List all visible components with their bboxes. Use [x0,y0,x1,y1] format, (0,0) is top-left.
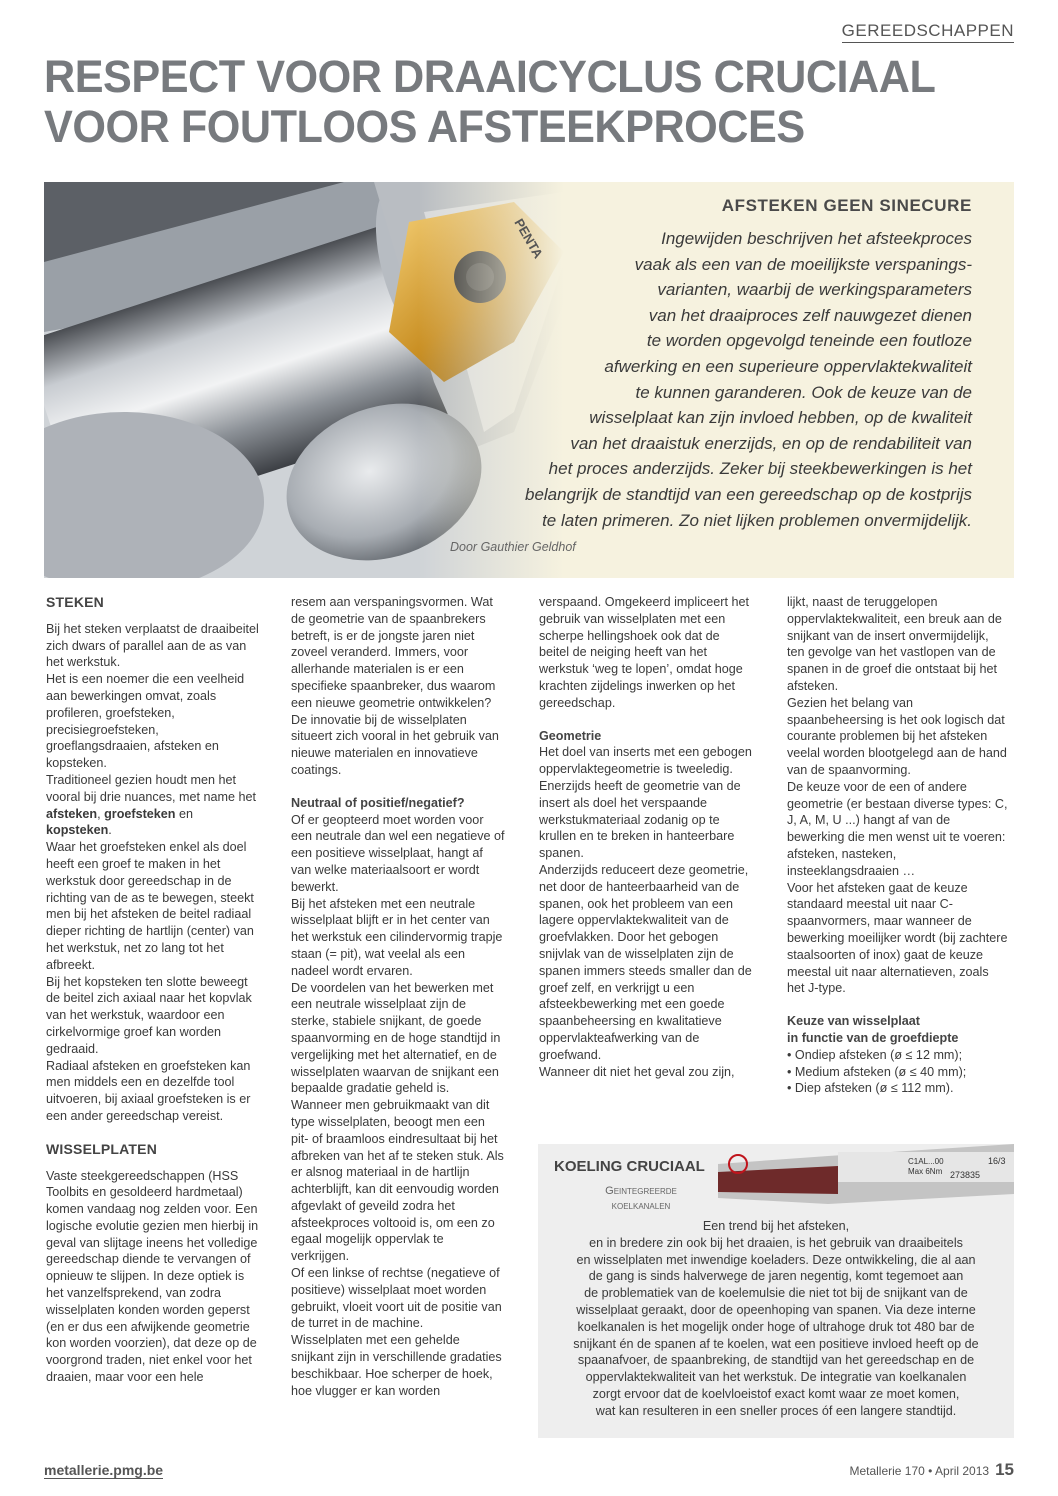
box-line: spaanafvoer, de spaanbreking, de standtijd van het gereedschap en de [577,1353,975,1368]
subheading: in functie van de groefdiepte [787,1030,959,1045]
byline: Door Gauthier Geldhof [450,540,576,554]
paragraph: Voor het afsteken gaat de keuze standaard meestal uit naar C-spaanvormers, maar wanneer de bewerking moeilijker wordt (bij zachtere staalsoorten of inox) gaat de keuze meestal uit naar alternatieven, zoals het J-type. [787,880,1008,996]
headline [44,52,985,152]
paragraph: Of er geopteerd moet worden voor een neutrale dan wel een negatieve of een positieve wisselplaat, hangt af van welke materiaalsoort er wordt bewerkt. [291,812,505,894]
intro-line: van het draaistuk enerzijds, en op de rendabiliteit van [570,433,972,453]
box-line: de problematiek van de koelemulsie die niet tot bij de snijkant van de [584,1286,968,1301]
paragraph: Het doel van inserts met een gebogen oppervlaktegeometrie is tweeledig. [539,745,752,777]
box-line: snijkant én de spanen af te koelen, wat een positieve invloed heeft op de [573,1336,979,1351]
tool-marking: C1AL...00 [908,1157,944,1166]
paragraph: Vaste steekgereedschappen (HSS Toolbits en gesoldeerd hardmetaal) komen vandaag nog zelden voor. Een logische evolutie gezien men hierbij in geval van slijtage ineens het volledige gereedschap diende te vervangen of opnieuw te slijpen. In deze optiek is het vanzelfsprekend, van zodra wisselplaten konden worden geperst (en er dus een afwijkende geometrie kon worden voorzien), dat deze op de voorgrond traden, niet enkel voor het draaien, maar voor een hele [46,1168,259,1385]
intro-line: te laten primeren. Zo niet lijken problemen onvermijdelijk. [542,510,972,530]
cooling-tool-image [718,1144,1014,1210]
hero-panel [44,182,1014,578]
intro-line: belangrijk de standtijd van een gereedschap op de kostprijs [524,484,972,504]
cooling-box [538,1144,1014,1438]
box-line: en in bredere zin ook bij het draaien, is het gebruik van draaibeitels [589,1235,963,1250]
footer-url-link[interactable]: metallerie.pmg.be [44,1462,164,1478]
paragraph: Enerzijds heeft de geometrie van de insert als doel het verspaande werkstukmateriaal zodanig op te krullen en te breken in hanteerbare spanen. [539,778,741,861]
bullet-list [787,1047,1009,1097]
list-item: • Ondiep afsteken (ø ≤ 12 mm); [787,1047,1009,1064]
intro-line: wisselplaat kan zijn invloed hebben, op de kwaliteit [589,408,972,428]
column-3 [539,594,753,1080]
paragraph: Bij het kopsteken ten slotte beweegt de beitel zich axiaal naar het kopvlak van het werkstuk, waardoor een cirkelvormige groef kan worden gedraaid. [46,974,252,1056]
box-line: wat kan resulteren in een sneller proces óf een langere standtijd. [595,1403,957,1418]
list-item: • Diep afsteken (ø ≤ 112 mm). [787,1080,1009,1097]
paragraph: Het is een noemer die een veelheid aan bewerkingen omvat, zoals profileren, groefsteken, precisiegroefsteken, groeflangsdraaien, afsteken en kopsteken. [46,672,245,771]
paragraph: verspaand. Omgekeerd impliceert het gebruik van wisselplaten met een scherpe hellingshoek ook dat de beitel de neiging heeft van het werkstuk ‘weg te lopen’, omdat hoge krachten zijdelings inwerken op het gereedschap. [539,595,749,710]
paragraph: Bij het steken verplaatst de draaibeitel zich dwars of parallel aan de as van het werkstuk. [46,621,259,670]
box-line: zorgt ervoor dat de koelvloeistof exact komt waar ze moet komen, [592,1386,960,1401]
paragraph: Bij het afsteken met een neutrale wisselplaat blijft er in het center van het werkstuk een cilindervormig trapje staan (= pit), wat veelal als een nadeel wordt ervaren. [291,896,503,978]
column-4 [787,594,1009,1097]
box-line: Een trend bij het afsteken, [702,1219,850,1233]
box-line: de gang is sinds halverwege de jaren negentig, komt tegemoet aan [588,1269,964,1284]
paragraph: Wanneer dit niet het geval zou zijn, [539,1064,735,1079]
tool-marking: 16/3 [988,1156,1006,1166]
subheading: Keuze van wisselplaat [787,1014,920,1029]
tool-marking: Max 6Nm [908,1167,943,1176]
box-line: wisselplaat geraakt, door de opeenhoping van spanen. Via deze interne [576,1302,976,1317]
intro-line: afwerking en een superieure oppervlaktekwaliteit [604,356,972,376]
intro-line: Ingewijden beschrijven het afsteekproces [661,229,972,248]
footer-issue [849,1460,1014,1480]
intro-line: het proces anderzijds. Zeker bij steekbewerkingen is het [548,459,972,479]
insert-brand-text: PENTA [511,216,546,261]
paragraph: Waar het groefsteken enkel als doel heeft een groef te maken in het werkstuk door gereedschap in de richting van de as te bewegen, steekt men bij het afsteken de beitel radiaal dieper richting de hartlijn (center) van het werkstuk, net zo lang tot het afbreekt. [46,840,254,972]
section-heading: WISSELPLATEN [46,1140,158,1157]
headline-line: RESPECT VOOR DRAAICYCLUS CRUCIAAL [44,51,936,102]
paragraph: lijkt, naast de teruggelopen oppervlaktekwaliteit, een breuk aan de snijkant van de insert onvermijdelijk, ten gevolge van het vastlopen van de spanen in de groef die ontstaat bij het afsteken. [787,595,1002,693]
box-line: en wisselplaten met inwendige koeladers. Deze ontwikkeling, die al aan [576,1252,976,1267]
intro-line: vaak als een van de moeilijkste verspanings- [634,254,972,274]
headline-line: VOOR FOUTLOOS AFSTEEKPROCES [44,101,805,152]
paragraph: Wanneer men gebruikmaakt van dit type wisselplaten, beoogt men een pit- of braamloos eindresultaat bij het afbreken van het af te steken stuk. Als er alsnog materiaal in de hartlijn achterblijft, kan dit eenvoudig worden afgevlakt of geveild zodra het afsteekproces voltooid is, om een zo egaal mogelijk oppervlak te verkrijgen. [291,1098,504,1264]
section-heading: STEKEN [46,594,104,610]
intro-line: te kunnen garanderen. Ook de keuze van de [635,382,972,402]
paragraph: Gezien het belang van spaanbeheersing is het ook logisch dat courante problemen bij het afsteken veelal worden blootgelegd aan de hand van de spaanvorming. [787,695,1007,777]
intro-title: AFSTEKEN GEEN SINECURE [721,196,972,215]
box-subtitle: Geintegreerde koelkanalen [605,1185,677,1212]
paragraph: De keuze voor de een of andere geometrie (er bestaan diverse types: C, J, A, M, U ...) hangt af van de bewerking die men wenst uit te voeren: afsteken, nasteken, insteeklangsdraaien … [787,779,1008,878]
paragraph: Anderzijds reduceert deze geometrie, net door de hanteerbaarheid van de spanen, ook het probleem van een lagere oppervlaktekwaliteit van de groefvlakken. Door het gebogen snijvlak van de wisselplaten zijn de spanen immers steeds smaller dan de groef zelf, en verkrijgt u een afsteekbewerking met een goede spaanbeheersing en kwalitatieve oppervlakteafwerking van de groefwand. [539,862,752,1062]
list-item: • Medium afsteken (ø ≤ 40 mm); [787,1064,1009,1081]
box-line: oppervlaktekwaliteit van het werkstuk. De integratie van koelkanalen [585,1370,967,1385]
subheading: Geometrie [539,728,602,743]
intro-line: te worden opgevolgd teneinde een foutloze [646,331,972,351]
paragraph: Of een linkse of rechtse (negatieve of positieve) wisselplaat moet worden gebruikt, vloeit voort uit de positie van de turret in de machine. [291,1266,502,1331]
tool-marking: 273835 [950,1170,981,1180]
section-tag: GEREEDSCHAPPEN [842,20,1014,43]
paragraph: Radiaal afsteken en groefsteken kan men middels een en dezelfde tool uitvoeren, bij axiaal groefsteken is er een ander gereedschap vereist. [46,1058,251,1123]
paragraph: resem aan verspaningsvormen. Wat de geometrie van de spaanbrekers betreft, is er de jongste jaren niet zoveel veranderd. Immers, voor allerhande materialen is er een specifieke spaanbreker, dus waarom een nieuwe geometrie ontwikkelen? De innovatie bij de wisselplaten situeert zich vooral in het gebruik van nieuwe materialen en innovatieve coatings. [291,595,499,777]
issue-label: Metallerie 170 • April 2013 [849,1464,990,1478]
page-number: 15 [995,1460,1014,1479]
paragraph: Wisselplaten met een gehelde snijkant zijn in verschillende gradaties beschikbaar. Hoe scherper de hoek, hoe vlugger er kan worden [291,1333,502,1398]
paragraph: De voordelen van het bewerken met een neutrale wisselplaat zijn de sterke, stabiele snijkant, de goede spaanvorming en de hoge standtijd in vergelijking met het alternatief, en de wisselplaten waarvan de snijkant een bepaalde gradatie geheld is. [291,980,501,1096]
subheading: Neutraal of positief/negatief? [291,795,465,810]
intro-line: van het draaiproces zelf nauwgezet dienen [648,305,972,325]
intro-line: varianten, waarbij de werkingsparameters [657,280,972,300]
box-title: KOELING CRUCIAAL [554,1158,705,1175]
column-2 [291,594,505,1399]
paragraph: Traditioneel gezien houdt men het vooral bij drie nuances, met name het afsteken, groefsteken en kopsteken. [46,772,257,838]
box-text [546,1218,1006,1420]
column-1 [46,594,260,1386]
box-line: koelkanalen is het mogelijk onder hoge of ultrahoge druk tot 480 bar de [577,1319,975,1334]
intro-text [332,226,972,533]
